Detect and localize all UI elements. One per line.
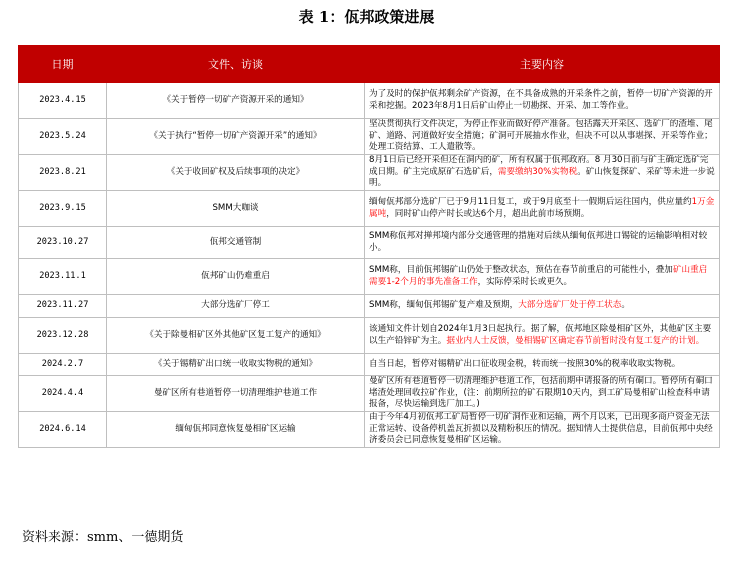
row-document: 《关于暂停一切矿产资源开采的通知》 <box>107 83 365 119</box>
row-date: 2024.6.14 <box>19 412 107 448</box>
row-document: 《关于收回矿权及后续事项的决定》 <box>107 155 365 191</box>
table-row <box>19 83 720 119</box>
row-date: 2023.5.24 <box>19 119 107 155</box>
content-text: 为了及时的保护佤邦剩余矿产资源，在不具备成熟的开采条件之前，暂停一切矿产资源的开采和挖掘。2023年8月1日后矿山停止一切勘探、开采、加工等作业。 <box>369 89 713 111</box>
row-content <box>365 83 720 119</box>
table-row <box>19 318 720 354</box>
page-title: 表 1：佤邦政策进展 <box>298 8 435 26</box>
row-content <box>365 155 720 191</box>
row-date: 2023.4.15 <box>19 83 107 119</box>
row-date: 2023.9.15 <box>19 191 107 227</box>
table-row <box>19 259 720 295</box>
content-text: 曼矿区所有巷道暂停一切清理维护巷道工作，包括前期申请报备的所有硐口。暂停所有硐口堵渣处理回收拉矿作业，(注：前期所拉的矿石限期10天内，到工矿局曼相矿山检查科申请报备，尽快运输到选厂加工。) <box>369 376 713 410</box>
row-document: SMM大咖谈 <box>107 191 365 227</box>
content-text: SMM称，目前佤邦锡矿山仍处于整改状态，预估在春节前重启的可能性小，叠加 <box>369 265 673 275</box>
header-content: 主要内容 <box>365 46 720 83</box>
row-document: 《关于除曼相矿区外其他矿区复工复产的通知》 <box>107 318 365 354</box>
row-document: 《关于执行“暂停一切矿产资源开采”的通知》 <box>107 119 365 155</box>
header-date: 日期 <box>19 46 107 83</box>
row-date: 2023.12.28 <box>19 318 107 354</box>
table-row <box>19 227 720 259</box>
row-document: 大部分选矿厂停工 <box>107 295 365 318</box>
content-text: SMM称，缅甸佤邦锡矿复产难及预期， <box>369 300 519 311</box>
row-content <box>365 259 720 295</box>
row-content <box>365 191 720 227</box>
row-document: 曼矿区所有巷道暂停一切清理维护巷道工作 <box>107 376 365 412</box>
table-header-row <box>19 46 720 83</box>
policy-table <box>18 45 720 448</box>
content-text: 自当日起，暂停对锡精矿出口征收现金税，转而统一按照30%的税率收取实物税。 <box>369 358 681 369</box>
highlighted-text: 矿山重启需要1-2个月的事先准备工作 <box>369 265 708 287</box>
highlighted-text: 大部分选矿厂处于停工状态 <box>518 300 622 311</box>
content-text: 坚决贯彻执行文件决定，为停止作业而做好停产准备。包括露天开采区、选矿厂的渣堆、尾矿、道路、河道做好安全措施；矿洞可开展抽水作业，但决不可以从事堪探、开采等作业；处理工资结算、工人遣散等。 <box>369 119 713 153</box>
content-text: SMM称佤邦对掸邦境内部分交通管理的措施对后续从缅甸佤邦进口锡锭的运输影响相对较小。 <box>369 231 708 253</box>
row-document: 缅甸佤邦同意恢复曼相矿区运输 <box>107 412 365 448</box>
content-text: ，同时矿山停产时长或达6个月，超出此前市场预期。 <box>386 208 590 219</box>
row-document: 佤邦矿山仍难重启 <box>107 259 365 295</box>
row-content <box>365 119 720 155</box>
content-text: 。矿山恢复探矿、采矿等未进一步说明。 <box>369 166 715 189</box>
content-text: ，实际停采时长或更久。 <box>477 276 573 287</box>
highlighted-text: 1万金属吨 <box>369 197 715 219</box>
row-date: 2024.2.7 <box>19 354 107 376</box>
table-row <box>19 191 720 227</box>
row-content <box>365 354 720 376</box>
row-date: 2024.4.4 <box>19 376 107 412</box>
content-text: 缅甸佤邦部分选矿厂已于9月11日复工，或于9月底至十一假期后运往国内，供应量约 <box>369 197 692 207</box>
row-content <box>365 295 720 318</box>
table-row <box>19 376 720 412</box>
header-doc: 文件、访谈 <box>107 46 365 83</box>
content-text: 。 <box>621 300 630 311</box>
row-date: 2023.10.27 <box>19 227 107 259</box>
table-row <box>19 412 720 448</box>
highlighted-text: 据业内人士反馈，曼相锡矿区确定春节前暂时没有复工复产的计划。 <box>446 335 705 346</box>
row-content <box>365 318 720 354</box>
row-date: 2023.11.27 <box>19 295 107 318</box>
table-row <box>19 354 720 376</box>
content-text: 由于今年4月初佤邦工矿局暂停一切矿洞作业和运输，两个月以来，已出现多商户资金无法正常运转、设备停机盖瓦折损以及精粉积压的情况。据知情人士提供信息，目前佤邦中央经济委员会已同意恢复曼相矿区运输。 <box>369 412 713 446</box>
source-note: 资料来源：smm、一德期货 <box>22 530 184 545</box>
row-document: 佤邦交通管制 <box>107 227 365 259</box>
row-content <box>365 376 720 412</box>
table-row <box>19 155 720 191</box>
content-text: 8月1日后已经开采但还在洞内的矿，所有权属于佤邦政府。8 月30日前与矿主确定选矿完成日期。矿主完成原矿石选矿后， <box>369 155 709 177</box>
row-document: 《关于锡精矿出口统一收取实物税的通知》 <box>107 354 365 376</box>
row-content <box>365 227 720 259</box>
table-row <box>19 295 720 318</box>
content-text: 该通知文件计划自2024年1月3日起执行。据了解，佤邦地区除曼相矿区外，其他矿区主要以生产铅锌矿为主。 <box>369 324 712 346</box>
row-date: 2023.8.21 <box>19 155 107 191</box>
table-row <box>19 119 720 155</box>
row-content <box>365 412 720 448</box>
highlighted-text: 需要缴纳30%实物税 <box>497 166 578 177</box>
row-date: 2023.11.1 <box>19 259 107 295</box>
